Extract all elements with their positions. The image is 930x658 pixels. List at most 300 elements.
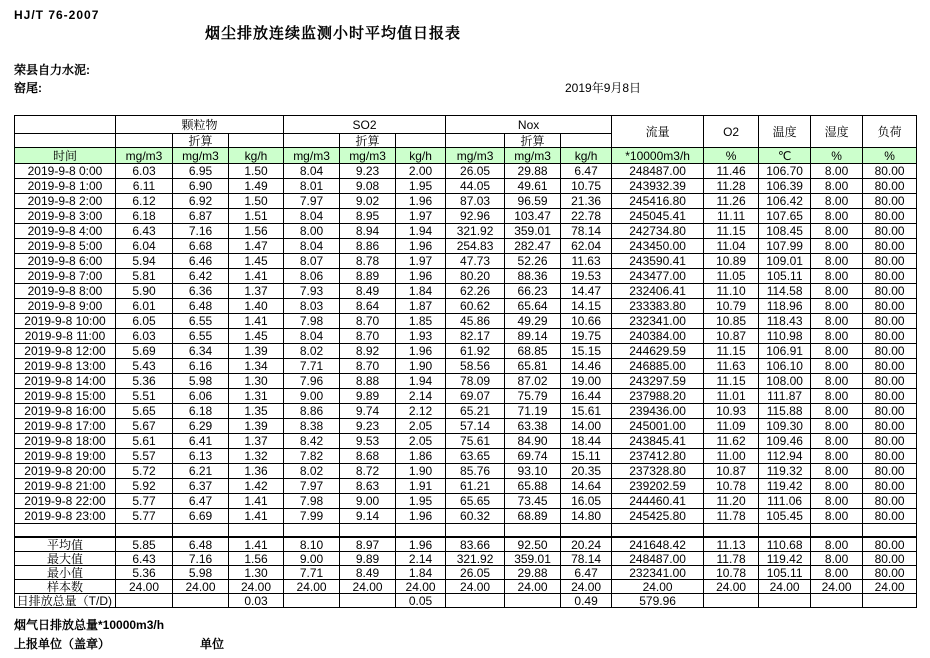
- value-cell: 1.95: [396, 179, 446, 194]
- report-table: [14, 115, 917, 608]
- unit-cell: %: [704, 148, 759, 164]
- spacer-cell: [229, 524, 284, 538]
- value-cell: 5.69: [116, 344, 173, 359]
- value-cell: 111.06: [759, 494, 811, 509]
- spacer-cell: [284, 524, 340, 538]
- value-cell: 8.68: [340, 449, 396, 464]
- value-cell: 8.04: [284, 209, 340, 224]
- table-row: [15, 419, 917, 434]
- header-blank: [396, 134, 446, 148]
- value-cell: 68.89: [505, 509, 561, 524]
- value-cell: 1.84: [396, 284, 446, 299]
- summary-value-cell: [704, 594, 759, 608]
- summary-value-cell: 0.49: [561, 594, 612, 608]
- value-cell: 237412.80: [612, 449, 704, 464]
- value-cell: 8.95: [340, 209, 396, 224]
- value-cell: 8.86: [340, 239, 396, 254]
- value-cell: 6.48: [173, 299, 229, 314]
- row-time: 2019-9-8 17:00: [15, 419, 116, 434]
- header-converted-so2: 折算: [340, 134, 396, 148]
- summary-value-cell: 232341.00: [612, 566, 704, 580]
- summary-value-cell: 24.00: [811, 580, 863, 594]
- value-cell: 8.00: [811, 224, 863, 239]
- summary-value-cell: 24.00: [284, 580, 340, 594]
- unit-cell: mg/m3: [446, 148, 505, 164]
- value-cell: 8.00: [811, 374, 863, 389]
- value-cell: 5.61: [116, 434, 173, 449]
- row-time: 2019-9-8 6:00: [15, 254, 116, 269]
- value-cell: 1.41: [229, 494, 284, 509]
- value-cell: 66.23: [505, 284, 561, 299]
- value-cell: 8.86: [284, 404, 340, 419]
- value-cell: 1.49: [229, 179, 284, 194]
- spacer-cell: [446, 524, 505, 538]
- value-cell: 7.82: [284, 449, 340, 464]
- value-cell: 8.00: [811, 329, 863, 344]
- value-cell: 243450.00: [612, 239, 704, 254]
- value-cell: 11.00: [704, 449, 759, 464]
- value-cell: 6.92: [173, 194, 229, 209]
- value-cell: 11.78: [704, 509, 759, 524]
- table-row: [15, 269, 917, 284]
- value-cell: 8.00: [811, 284, 863, 299]
- summary-value-cell: 1.41: [229, 537, 284, 552]
- summary-value-cell: 119.42: [759, 552, 811, 566]
- value-cell: 1.96: [396, 269, 446, 284]
- table-row: [15, 284, 917, 299]
- value-cell: 14.46: [561, 359, 612, 374]
- value-cell: 8.00: [811, 299, 863, 314]
- row-time: 2019-9-8 10:00: [15, 314, 116, 329]
- value-cell: 11.04: [704, 239, 759, 254]
- value-cell: 1.34: [229, 359, 284, 374]
- summary-value-cell: 7.16: [173, 552, 229, 566]
- value-cell: 105.11: [759, 269, 811, 284]
- header-converted-nox: 折算: [505, 134, 561, 148]
- value-cell: 9.00: [284, 389, 340, 404]
- footer-reporting-unit: 上报单位（盖章）: [14, 637, 111, 651]
- table-row: [15, 404, 917, 419]
- value-cell: 1.85: [396, 314, 446, 329]
- value-cell: 19.53: [561, 269, 612, 284]
- value-cell: 10.79: [704, 299, 759, 314]
- table-row: [15, 179, 917, 194]
- value-cell: 19.00: [561, 374, 612, 389]
- time-header: 时间: [15, 148, 116, 164]
- value-cell: 1.32: [229, 449, 284, 464]
- value-cell: 1.90: [396, 359, 446, 374]
- value-cell: 6.18: [173, 404, 229, 419]
- value-cell: 6.43: [116, 224, 173, 239]
- value-cell: 11.09: [704, 419, 759, 434]
- summary-value-cell: 248487.00: [612, 552, 704, 566]
- value-cell: 1.94: [396, 224, 446, 239]
- value-cell: 80.00: [863, 434, 917, 449]
- value-cell: 6.68: [173, 239, 229, 254]
- summary-row: [15, 566, 917, 580]
- value-cell: 78.09: [446, 374, 505, 389]
- value-cell: 80.00: [863, 329, 917, 344]
- value-cell: 109.46: [759, 434, 811, 449]
- value-cell: 5.77: [116, 509, 173, 524]
- value-cell: 1.97: [396, 254, 446, 269]
- summary-value-cell: 24.00: [561, 580, 612, 594]
- value-cell: 1.39: [229, 344, 284, 359]
- value-cell: 80.00: [863, 449, 917, 464]
- summary-value-cell: 9.00: [284, 552, 340, 566]
- summary-value-cell: 0.03: [229, 594, 284, 608]
- spacer-cell: [863, 524, 917, 538]
- value-cell: 9.08: [340, 179, 396, 194]
- value-cell: 8.70: [340, 359, 396, 374]
- value-cell: 80.00: [863, 464, 917, 479]
- value-cell: 1.56: [229, 224, 284, 239]
- value-cell: 2.12: [396, 404, 446, 419]
- value-cell: 8.00: [284, 224, 340, 239]
- value-cell: 6.46: [173, 254, 229, 269]
- value-cell: 14.15: [561, 299, 612, 314]
- value-cell: 8.04: [284, 239, 340, 254]
- value-cell: 6.69: [173, 509, 229, 524]
- value-cell: 9.23: [340, 419, 396, 434]
- value-cell: 1.94: [396, 374, 446, 389]
- value-cell: 6.55: [173, 314, 229, 329]
- value-cell: 8.89: [340, 269, 396, 284]
- table-row: [15, 464, 917, 479]
- value-cell: 19.75: [561, 329, 612, 344]
- value-cell: 11.46: [704, 164, 759, 179]
- value-cell: 62.04: [561, 239, 612, 254]
- value-cell: 112.94: [759, 449, 811, 464]
- unit-cell: mg/m3: [340, 148, 396, 164]
- value-cell: 60.32: [446, 509, 505, 524]
- table-row: [15, 359, 917, 374]
- spacer-cell: [759, 524, 811, 538]
- value-cell: 80.00: [863, 179, 917, 194]
- summary-value-cell: 78.14: [561, 552, 612, 566]
- value-cell: 26.05: [446, 164, 505, 179]
- summary-label: [15, 594, 116, 608]
- spacer-cell: [811, 524, 863, 538]
- spacer-cell: [561, 524, 612, 538]
- value-cell: 110.98: [759, 329, 811, 344]
- unit-cell: mg/m3: [284, 148, 340, 164]
- value-cell: 8.02: [284, 464, 340, 479]
- value-cell: 1.50: [229, 194, 284, 209]
- report-date: 2019年9月8日: [565, 81, 642, 95]
- summary-value-cell: 11.78: [704, 552, 759, 566]
- table-row: [15, 509, 917, 524]
- value-cell: 245045.41: [612, 209, 704, 224]
- value-cell: 233383.80: [612, 299, 704, 314]
- summary-label: 平均值: [15, 537, 116, 552]
- spacer-cell: [15, 524, 116, 538]
- value-cell: 7.97: [284, 194, 340, 209]
- company-name: 荣县自力水泥:: [14, 63, 90, 77]
- value-cell: 8.94: [340, 224, 396, 239]
- value-cell: 5.51: [116, 389, 173, 404]
- row-time: 2019-9-8 14:00: [15, 374, 116, 389]
- value-cell: 10.78: [704, 479, 759, 494]
- value-cell: 80.00: [863, 254, 917, 269]
- value-cell: 5.72: [116, 464, 173, 479]
- value-cell: 7.97: [284, 479, 340, 494]
- value-cell: 10.75: [561, 179, 612, 194]
- value-cell: 80.20: [446, 269, 505, 284]
- value-cell: 14.47: [561, 284, 612, 299]
- header-blank: [561, 134, 612, 148]
- summary-value-cell: 24.00: [396, 580, 446, 594]
- value-cell: 8.00: [811, 344, 863, 359]
- summary-row: [15, 580, 917, 594]
- site-name: 窑尾:: [14, 81, 42, 95]
- value-cell: 1.96: [396, 239, 446, 254]
- value-cell: 6.06: [173, 389, 229, 404]
- value-cell: 2.05: [396, 434, 446, 449]
- summary-value-cell: [863, 594, 917, 608]
- value-cell: 80.00: [863, 359, 917, 374]
- value-cell: 108.00: [759, 374, 811, 389]
- value-cell: 114.58: [759, 284, 811, 299]
- value-cell: 8.00: [811, 494, 863, 509]
- row-time: 2019-9-8 15:00: [15, 389, 116, 404]
- value-cell: 8.70: [340, 329, 396, 344]
- value-cell: 11.26: [704, 194, 759, 209]
- value-cell: 9.53: [340, 434, 396, 449]
- value-cell: 8.63: [340, 479, 396, 494]
- units-row: [15, 148, 917, 164]
- value-cell: 10.87: [704, 464, 759, 479]
- value-cell: 107.99: [759, 239, 811, 254]
- value-cell: 106.39: [759, 179, 811, 194]
- value-cell: 232341.00: [612, 314, 704, 329]
- value-cell: 7.98: [284, 314, 340, 329]
- value-cell: 243845.41: [612, 434, 704, 449]
- table-row: [15, 224, 917, 239]
- value-cell: 20.35: [561, 464, 612, 479]
- unit-cell: mg/m3: [505, 148, 561, 164]
- value-cell: 6.03: [116, 164, 173, 179]
- value-cell: 80.00: [863, 299, 917, 314]
- summary-value-cell: 5.98: [173, 566, 229, 580]
- value-cell: 1.37: [229, 434, 284, 449]
- value-cell: 6.18: [116, 209, 173, 224]
- summary-value-cell: 1.96: [396, 537, 446, 552]
- value-cell: 9.23: [340, 164, 396, 179]
- value-cell: 80.00: [863, 389, 917, 404]
- summary-value-cell: 8.00: [811, 537, 863, 552]
- table-row: [15, 299, 917, 314]
- value-cell: 82.17: [446, 329, 505, 344]
- value-cell: 16.44: [561, 389, 612, 404]
- value-cell: 1.40: [229, 299, 284, 314]
- summary-value-cell: 24.00: [446, 580, 505, 594]
- row-time: 2019-9-8 7:00: [15, 269, 116, 284]
- summary-value-cell: 7.71: [284, 566, 340, 580]
- value-cell: 22.78: [561, 209, 612, 224]
- value-cell: 239436.00: [612, 404, 704, 419]
- value-cell: 5.36: [116, 374, 173, 389]
- summary-value-cell: [284, 594, 340, 608]
- summary-label: 样本数: [15, 580, 116, 594]
- summary-value-cell: 1.84: [396, 566, 446, 580]
- value-cell: 52.26: [505, 254, 561, 269]
- summary-value-cell: 20.24: [561, 537, 612, 552]
- value-cell: 6.03: [116, 329, 173, 344]
- value-cell: 63.38: [505, 419, 561, 434]
- value-cell: 11.62: [704, 434, 759, 449]
- header-blank: [15, 116, 116, 134]
- value-cell: 8.00: [811, 389, 863, 404]
- value-cell: 1.50: [229, 164, 284, 179]
- value-cell: 1.45: [229, 329, 284, 344]
- spacer-cell: [704, 524, 759, 538]
- value-cell: 60.62: [446, 299, 505, 314]
- summary-row: [15, 594, 917, 608]
- page-title: 烟尘排放连续监测小时平均值日报表: [205, 25, 462, 42]
- summary-value-cell: 8.49: [340, 566, 396, 580]
- value-cell: 80.00: [863, 404, 917, 419]
- summary-value-cell: 24.00: [116, 580, 173, 594]
- value-cell: 78.14: [561, 224, 612, 239]
- value-cell: 105.45: [759, 509, 811, 524]
- header-o2: O2: [704, 116, 759, 148]
- value-cell: 8.00: [811, 434, 863, 449]
- value-cell: 1.39: [229, 419, 284, 434]
- value-cell: 93.10: [505, 464, 561, 479]
- value-cell: 80.00: [863, 164, 917, 179]
- value-cell: 245416.80: [612, 194, 704, 209]
- row-time: 2019-9-8 19:00: [15, 449, 116, 464]
- value-cell: 5.92: [116, 479, 173, 494]
- value-cell: 1.45: [229, 254, 284, 269]
- table-row: [15, 209, 917, 224]
- table-row: [15, 449, 917, 464]
- value-cell: 248487.00: [612, 164, 704, 179]
- summary-value-cell: 80.00: [863, 566, 917, 580]
- spacer-row: [15, 524, 917, 538]
- value-cell: 5.77: [116, 494, 173, 509]
- header-blank: [446, 134, 505, 148]
- row-time: 2019-9-8 5:00: [15, 239, 116, 254]
- value-cell: 11.15: [704, 224, 759, 239]
- value-cell: 15.11: [561, 449, 612, 464]
- value-cell: 10.66: [561, 314, 612, 329]
- unit-cell: kg/h: [229, 148, 284, 164]
- value-cell: 6.90: [173, 179, 229, 194]
- value-cell: 88.36: [505, 269, 561, 284]
- value-cell: 61.92: [446, 344, 505, 359]
- value-cell: 29.88: [505, 164, 561, 179]
- header-temperature: 温度: [759, 116, 811, 148]
- value-cell: 80.00: [863, 209, 917, 224]
- table-row: [15, 314, 917, 329]
- value-cell: 2.14: [396, 389, 446, 404]
- summary-value-cell: 24.00: [612, 580, 704, 594]
- summary-value-cell: [173, 594, 229, 608]
- value-cell: 11.01: [704, 389, 759, 404]
- row-time: 2019-9-8 2:00: [15, 194, 116, 209]
- summary-value-cell: 24.00: [340, 580, 396, 594]
- value-cell: 239202.59: [612, 479, 704, 494]
- value-cell: 1.96: [396, 509, 446, 524]
- value-cell: 80.00: [863, 314, 917, 329]
- value-cell: 9.74: [340, 404, 396, 419]
- value-cell: 92.96: [446, 209, 505, 224]
- value-cell: 8.92: [340, 344, 396, 359]
- value-cell: 359.01: [505, 224, 561, 239]
- value-cell: 11.11: [704, 209, 759, 224]
- value-cell: 7.99: [284, 509, 340, 524]
- summary-value-cell: 24.00: [863, 580, 917, 594]
- table-row: [15, 344, 917, 359]
- value-cell: 65.64: [505, 299, 561, 314]
- value-cell: 63.65: [446, 449, 505, 464]
- value-cell: 8.00: [811, 464, 863, 479]
- value-cell: 80.00: [863, 344, 917, 359]
- value-cell: 44.05: [446, 179, 505, 194]
- row-time: 2019-9-8 18:00: [15, 434, 116, 449]
- value-cell: 80.00: [863, 269, 917, 284]
- value-cell: 7.96: [284, 374, 340, 389]
- unit-cell: mg/m3: [173, 148, 229, 164]
- value-cell: 2.05: [396, 419, 446, 434]
- value-cell: 240384.00: [612, 329, 704, 344]
- value-cell: 243932.39: [612, 179, 704, 194]
- summary-value-cell: 5.36: [116, 566, 173, 580]
- header-blank: [284, 134, 340, 148]
- value-cell: 10.89: [704, 254, 759, 269]
- value-cell: 1.41: [229, 314, 284, 329]
- header-row-groups: [15, 116, 917, 134]
- value-cell: 1.96: [396, 344, 446, 359]
- value-cell: 2.00: [396, 164, 446, 179]
- value-cell: 11.15: [704, 344, 759, 359]
- value-cell: 69.74: [505, 449, 561, 464]
- value-cell: 62.26: [446, 284, 505, 299]
- value-cell: 6.12: [116, 194, 173, 209]
- value-cell: 6.87: [173, 209, 229, 224]
- value-cell: 6.16: [173, 359, 229, 374]
- value-cell: 80.00: [863, 194, 917, 209]
- row-time: 2019-9-8 0:00: [15, 164, 116, 179]
- value-cell: 80.00: [863, 419, 917, 434]
- value-cell: 5.90: [116, 284, 173, 299]
- value-cell: 6.11: [116, 179, 173, 194]
- value-cell: 8.64: [340, 299, 396, 314]
- table-row: [15, 254, 917, 269]
- summary-value-cell: [505, 594, 561, 608]
- value-cell: 80.00: [863, 509, 917, 524]
- summary-value-cell: 80.00: [863, 537, 917, 552]
- value-cell: 109.30: [759, 419, 811, 434]
- summary-value-cell: 10.78: [704, 566, 759, 580]
- value-cell: 1.37: [229, 284, 284, 299]
- value-cell: 21.36: [561, 194, 612, 209]
- value-cell: 8.04: [284, 329, 340, 344]
- value-cell: 8.78: [340, 254, 396, 269]
- value-cell: 119.42: [759, 479, 811, 494]
- spacer-cell: [340, 524, 396, 538]
- value-cell: 65.65: [446, 494, 505, 509]
- table-row: [15, 494, 917, 509]
- table-row: [15, 434, 917, 449]
- spacer-cell: [396, 524, 446, 538]
- value-cell: 15.61: [561, 404, 612, 419]
- header-load: 负荷: [863, 116, 917, 148]
- summary-value-cell: 5.85: [116, 537, 173, 552]
- summary-value-cell: [811, 594, 863, 608]
